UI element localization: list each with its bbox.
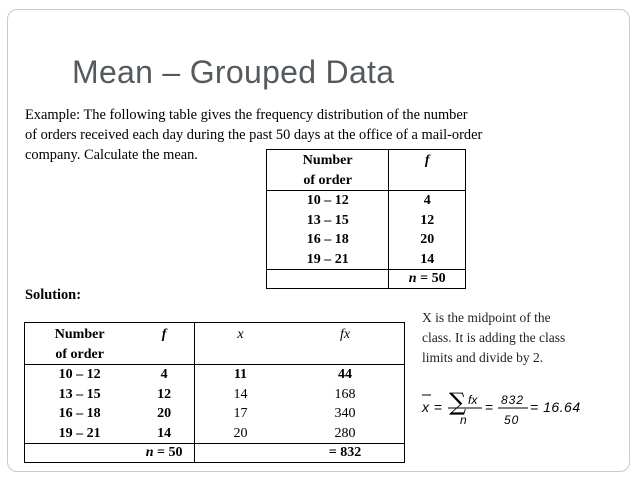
intro-line-3: company. Calculate the mean. bbox=[25, 147, 198, 163]
header-number-of-order: Number of order bbox=[25, 323, 135, 365]
midpoint-cell: 11 bbox=[233, 367, 248, 382]
fx-cell: 340 bbox=[334, 406, 356, 421]
empty-cell bbox=[25, 444, 135, 463]
equals-sign: = bbox=[434, 399, 443, 415]
numerator-832: 832 bbox=[501, 393, 525, 407]
solution-table-body bbox=[25, 365, 405, 444]
frequency-table-header bbox=[267, 150, 466, 191]
solution-table-total bbox=[25, 444, 405, 463]
header-f: f bbox=[389, 150, 466, 191]
intro-line-2: of orders received each day during the past 50 days at the office of a mail-order bbox=[25, 127, 483, 143]
midpoint-cell: 14 bbox=[233, 386, 248, 402]
midpoint-column bbox=[194, 365, 286, 444]
frequency-cell: 12 bbox=[420, 212, 435, 228]
midpoint-cell: 17 bbox=[233, 406, 248, 421]
class-cell: 16 – 18 bbox=[58, 406, 101, 421]
midpoint-cell: 20 bbox=[233, 425, 248, 441]
xbar-symbol: x bbox=[422, 399, 429, 415]
empty-cell bbox=[267, 270, 389, 289]
fx-column bbox=[286, 365, 404, 444]
frequency-table-total bbox=[267, 270, 466, 289]
frequency-table-body bbox=[267, 191, 466, 270]
midpoint-note: X is the midpoint of the class. It is adding the class limits and divide by 2. bbox=[422, 310, 566, 365]
frequency-cell: 12 bbox=[157, 386, 172, 402]
header-number-of-order: Number of order bbox=[267, 150, 389, 191]
frequency-cell: 4 bbox=[423, 193, 431, 208]
fx-cell: 168 bbox=[334, 386, 356, 402]
denominator-50: 50 bbox=[504, 413, 520, 427]
fx-cell: 280 bbox=[334, 425, 356, 441]
solution-table-header bbox=[25, 323, 405, 365]
total-fx-cell: = 832 bbox=[286, 444, 404, 463]
denominator-n: n bbox=[460, 413, 467, 427]
frequency-column bbox=[134, 365, 194, 444]
class-cell: 19 – 21 bbox=[58, 425, 101, 441]
mean-result: = 16.64 bbox=[530, 399, 581, 415]
class-cell: 13 – 15 bbox=[58, 386, 101, 402]
equals-sign: = bbox=[485, 399, 494, 415]
total-n-cell: n = 50 bbox=[134, 444, 194, 463]
class-cell: 10 – 12 bbox=[58, 367, 101, 382]
intro-line-1: Example: The following table gives the frequency distribution of the number bbox=[25, 107, 468, 123]
class-cell: 19 – 21 bbox=[306, 251, 349, 267]
slide-title: Mean – Grouped Data bbox=[72, 54, 395, 90]
frequency-cell: 20 bbox=[420, 232, 435, 247]
empty-cell bbox=[194, 444, 286, 463]
class-cell: 10 – 12 bbox=[306, 193, 349, 208]
total-n-cell: n = 50 bbox=[389, 270, 466, 289]
numerator-fx: fx bbox=[468, 393, 478, 407]
frequency-column bbox=[389, 191, 466, 270]
class-cell: 16 – 18 bbox=[306, 232, 349, 247]
solution-table bbox=[24, 322, 405, 463]
class-column bbox=[25, 365, 135, 444]
mean-formula bbox=[420, 388, 620, 432]
class-column bbox=[267, 191, 389, 270]
fx-cell: 44 bbox=[338, 367, 352, 382]
header-fx: fx bbox=[286, 323, 404, 365]
frequency-cell: 20 bbox=[157, 406, 172, 421]
frequency-cell: 14 bbox=[420, 251, 435, 267]
frequency-cell: 4 bbox=[160, 367, 168, 382]
frequency-table bbox=[266, 149, 466, 289]
sigma-symbol: ∑ bbox=[449, 388, 467, 416]
frequency-cell: 14 bbox=[157, 425, 172, 441]
solution-label: Solution: bbox=[25, 287, 81, 303]
class-cell: 13 – 15 bbox=[306, 212, 349, 228]
header-x: x bbox=[194, 323, 286, 365]
header-f: f bbox=[134, 323, 194, 365]
